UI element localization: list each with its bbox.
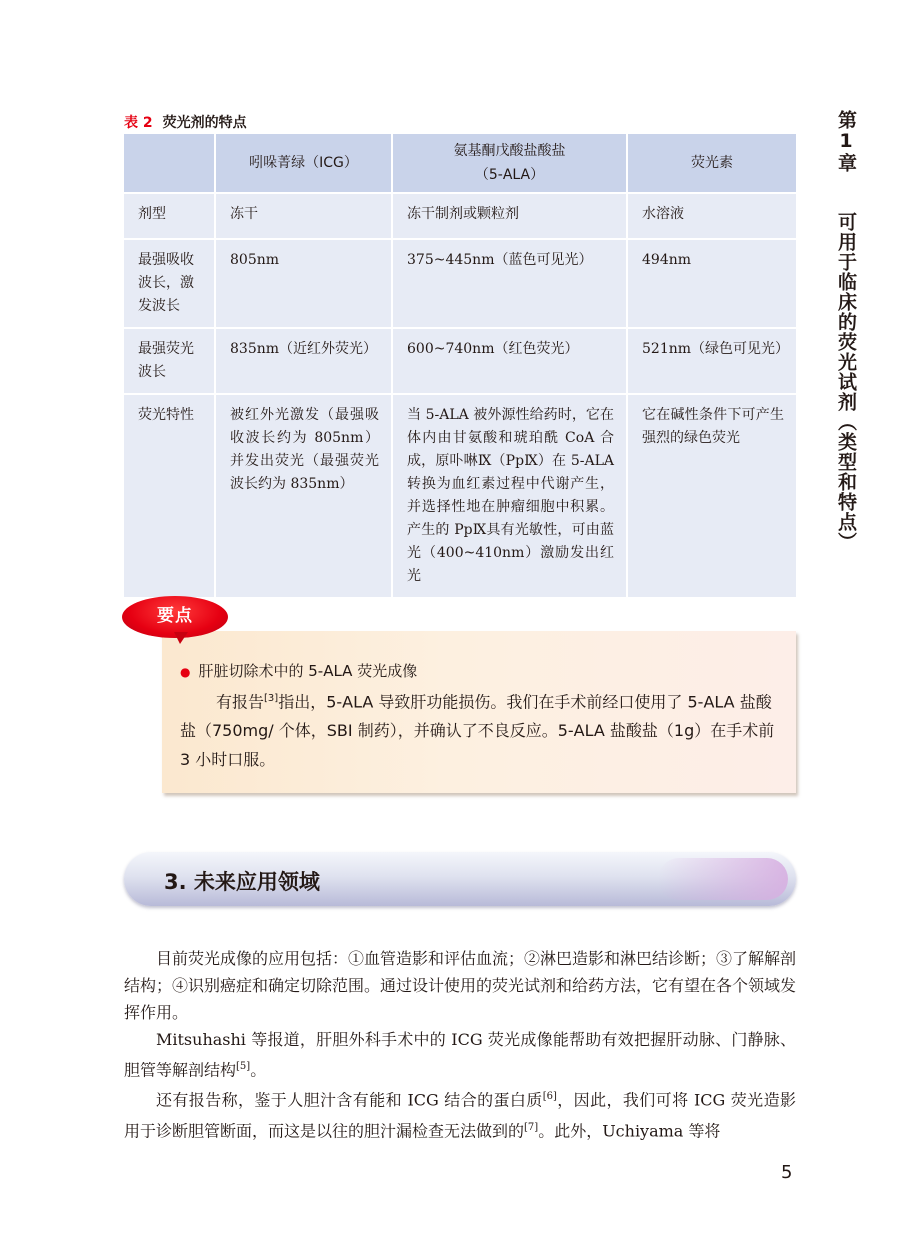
citation: [5] bbox=[236, 1061, 251, 1072]
table-cell: 冻干制剂或颗粒剂 bbox=[392, 193, 627, 239]
table-cell: 被红外光激发（最强吸收波长约为 805nm）并发出荧光（最强荧光波长约为 835nm） bbox=[215, 394, 392, 598]
paragraph: 目前荧光成像的应用包括：①血管造影和评估血流；②淋巴造影和淋巴结诊断；③了解解剖结构；④识别癌症和确定切除范围。通过设计使用的荧光试剂和给药方法，它有望在各个领域发挥作用。 bbox=[124, 949, 797, 1022]
key-point-badge: 要点 bbox=[122, 596, 228, 638]
table-cell: 375~445nm（蓝色可见光） bbox=[392, 239, 627, 328]
table-cell: 当 5-ALA 被外源性给药时，它在体内由甘氨酸和琥珀酰 CoA 合成，原卟啉Ⅸ（PpⅨ）在 5-ALA 转换为血红素过程中代谢产生，并选择性地在肿瘤细胞中积累。产生的 PpⅨ具有光敏性，可由蓝光（400~410nm）激励发出红光 bbox=[392, 394, 627, 598]
paragraph: 还有报告称，鉴于人胆汁含有能和 ICG 结合的蛋白质[6]，因此，我们可将 ICG 荧光造影用于诊断胆管断面，而这是以往的胆汁漏检查无法做到的[7]。此外，Uchiyama 等将 bbox=[124, 1090, 796, 1140]
chapter-side-tab bbox=[824, 110, 868, 552]
paragraph: Mitsuhashi 等报道，肝胆外科手术中的 ICG 荧光成像能帮助有效把握肝动脉、门静脉、胆管等解剖结构[5]。 bbox=[124, 1030, 796, 1080]
table-header-empty bbox=[124, 134, 215, 193]
table-caption bbox=[124, 112, 247, 132]
table-cell: 521nm（绿色可见光） bbox=[627, 328, 796, 394]
table-cell: 水溶液 bbox=[627, 193, 796, 239]
citation: [6] bbox=[542, 1091, 557, 1103]
table-header-row bbox=[124, 134, 796, 193]
table-cell: 494nm bbox=[627, 239, 796, 328]
table-caption-number: 表 2 bbox=[124, 115, 153, 131]
row-label: 最强荧光波长 bbox=[124, 328, 215, 394]
row-label: 荧光特性 bbox=[124, 394, 215, 598]
table-cell: 600~740nm（红色荧光） bbox=[392, 328, 627, 394]
page-number: 5 bbox=[781, 1162, 793, 1183]
bullet-icon: ● bbox=[180, 665, 191, 679]
table-row bbox=[124, 328, 796, 394]
table-header-5ala: 氨基酮戊酸盐酸盐 （5-ALA） bbox=[392, 134, 627, 193]
table-cell: 835nm（近红外荧光） bbox=[215, 328, 392, 394]
citation: [3] bbox=[264, 693, 279, 704]
key-point-title: ● 肝脏切除术中的 5-ALA 荧光成像 bbox=[180, 662, 418, 680]
row-label: 剂型 bbox=[124, 193, 215, 239]
citation: [7] bbox=[524, 1121, 539, 1133]
table-row bbox=[124, 239, 796, 328]
table-header-icg: 吲哚菁绿（ICG） bbox=[215, 134, 392, 193]
table-caption-text: 荧光剂的特点 bbox=[162, 115, 247, 131]
table-header-fluorescein: 荧光素 bbox=[627, 134, 796, 193]
body-text bbox=[124, 945, 796, 1144]
row-label: 最强吸收波长，激发波长 bbox=[124, 239, 215, 328]
chapter-title: 可用于临床的荧光试剂（类型和特点） bbox=[835, 212, 857, 552]
table-cell: 它在碱性条件下可产生强烈的绿色荧光 bbox=[627, 394, 796, 598]
section-title: 3. 未来应用领域 bbox=[164, 870, 320, 894]
chapter-number: 第1章 bbox=[835, 110, 857, 173]
fluorescent-agent-table bbox=[124, 134, 796, 599]
table-row bbox=[124, 394, 796, 598]
table-cell: 805nm bbox=[215, 239, 392, 328]
table-row bbox=[124, 193, 796, 239]
key-point-body: 有报告[3]指出，5-ALA 导致肝功能损伤。我们在手术前经口使用了 5-ALA 盐酸盐（750mg/ 个体，SBI 制药），并确认了不良反应。5-ALA 盐酸盐（1g）在手术前 3 小时口服。 bbox=[180, 692, 775, 770]
table-cell: 冻干 bbox=[215, 193, 392, 239]
